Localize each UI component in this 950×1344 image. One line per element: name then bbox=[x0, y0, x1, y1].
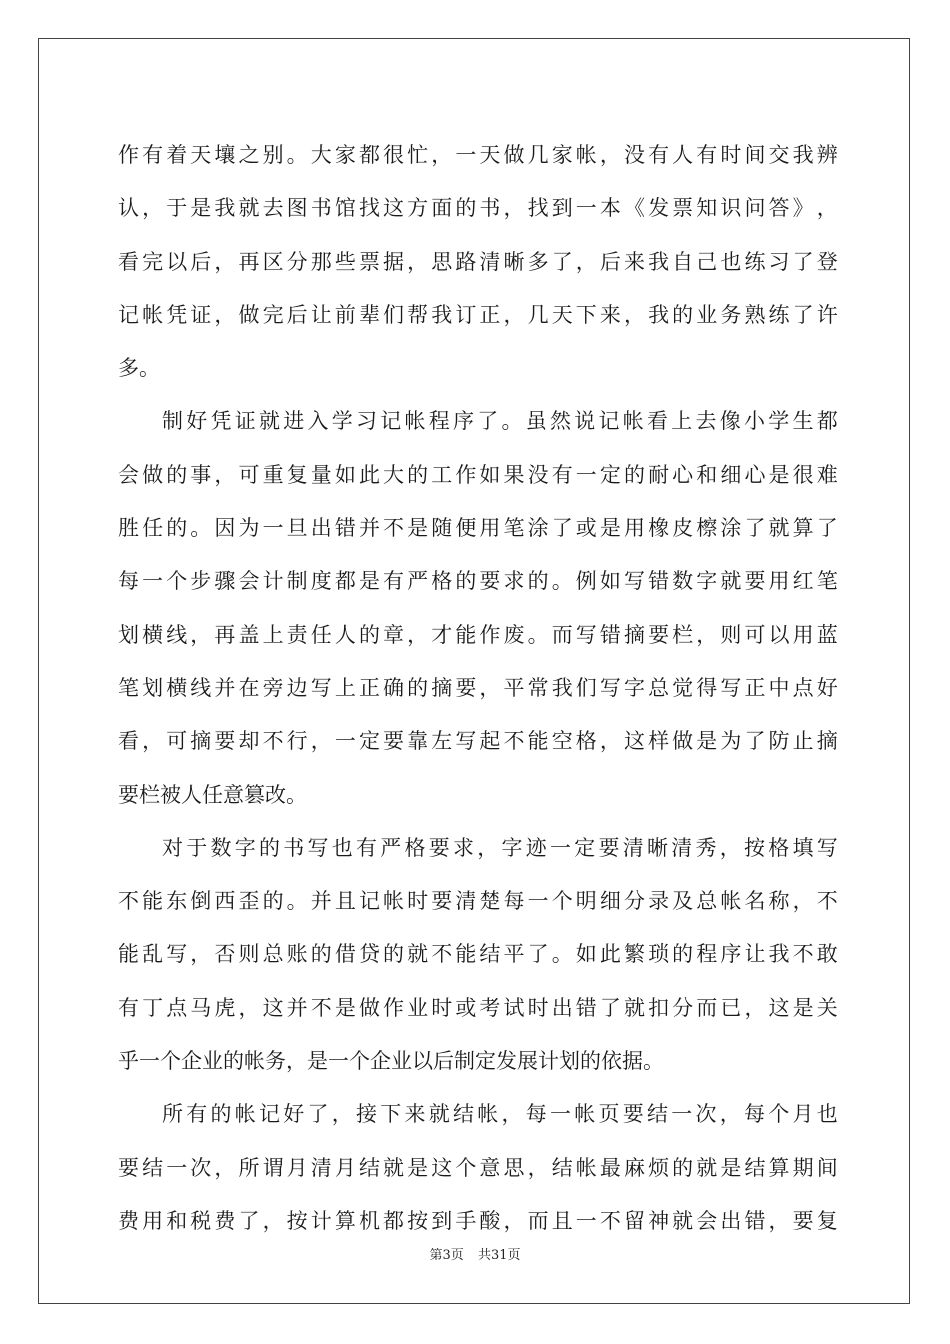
text-line: 看 ， 可 摘 要 却 不 行 ， 一 定 要 靠 左 写 起 不 能 空 格 ， 这 样 做 是 为 了 防 止 摘 bbox=[118, 729, 838, 754]
text-line: 认 ， 于 是 我 就 去 图 书 馆 找 这 方 面 的 书 ， 找 到 一 本 《 发 票 知 识 问 答 》 ， bbox=[118, 196, 838, 221]
text-line: 乎 一 个 企 业 的 帐 务 ， 是 一 个 企 业 以 后 制 定 发 展 计 划 的 依 据 。 bbox=[118, 1049, 664, 1074]
text-line: 费 用 和 税 费 了 ， 按 计 算 机 都 按 到 手 酸 ， 而 且 一 不 留 神 就 会 出 错 ， 要 复 bbox=[118, 1208, 838, 1233]
document-body bbox=[118, 129, 838, 1248]
text-line: 胜 任 的 。 因 为 一 旦 出 错 并 不 是 随 便 用 笔 涂 了 或 是 用 橡 皮 檫 涂 了 就 算 了 bbox=[118, 516, 838, 541]
text-line: 所 有 的 帐 记 好 了 ， 接 下 来 就 结 帐 ， 每 一 帐 页 要 结 一 次 ， 每 个 月 也 bbox=[162, 1102, 838, 1127]
text-line: 会 做 的 事 ， 可 重 复 量 如 此 大 的 工 作 如 果 没 有 一 定 的 耐 心 和 细 心 是 很 难 bbox=[118, 462, 838, 487]
page-number: 第3页 bbox=[429, 1248, 464, 1263]
text-line: 制 好 凭 证 就 进 入 学 习 记 帐 程 序 了 。 虽 然 说 记 帐 看 上 去 像 小 学 生 都 bbox=[162, 409, 838, 434]
text-line: 能 乱 写 ， 否 则 总 账 的 借 贷 的 就 不 能 结 平 了 。 如 此 繁 琐 的 程 序 让 我 不 敢 bbox=[118, 942, 838, 967]
text-line: 每 一 个 步 骤 会 计 制 度 都 是 有 严 格 的 要 求 的 。 例 如 写 错 数 字 就 要 用 红 笔 bbox=[118, 569, 838, 594]
page-total: 共31页 bbox=[477, 1248, 521, 1263]
text-line: 多 。 bbox=[118, 356, 160, 381]
text-line: 对 于 数 字 的 书 写 也 有 严 格 要 求 ， 字 迹 一 定 要 清 晰 清 秀 ， 按 格 填 写 bbox=[162, 835, 838, 860]
page-footer bbox=[0, 1244, 950, 1263]
text-line: 记 帐 凭 证 ， 做 完 后 让 前 辈 们 帮 我 订 正 ， 几 天 下 来 ， 我 的 业 务 熟 练 了 许 bbox=[118, 302, 838, 327]
text-line: 看 完 以 后 ， 再 区 分 那 些 票 据 ， 思 路 清 晰 多 了 ， 后 来 我 自 己 也 练 习 了 登 bbox=[118, 249, 838, 274]
text-line: 不 能 东 倒 西 歪 的 。 并 且 记 帐 时 要 清 楚 每 一 个 明 细 分 录 及 总 帐 名 称 ， 不 bbox=[118, 889, 838, 914]
text-line: 要 栏 被 人 任 意 篡 改 。 bbox=[118, 782, 307, 807]
text-line: 作 有 着 天 壤 之 别 。 大 家 都 很 忙 ， 一 天 做 几 家 帐 ， 没 有 人 有 时 间 交 我 辨 bbox=[118, 143, 838, 167]
text-line: 有 丁 点 马 虎 ， 这 并 不 是 做 作 业 时 或 考 试 时 出 错 了 就 扣 分 而 已 ， 这 是 关 bbox=[118, 995, 838, 1020]
text-line: 划 横 线 ， 再 盖 上 责 任 人 的 章 ， 才 能 作 废 。 而 写 错 摘 要 栏 ， 则 可 以 用 蓝 bbox=[118, 622, 838, 647]
text-line: 要 结 一 次 ， 所 谓 月 清 月 结 就 是 这 个 意 思 ， 结 帐 最 麻 烦 的 就 是 结 算 期 间 bbox=[118, 1155, 838, 1180]
text-line: 笔 划 横 线 并 在 旁 边 写 上 正 确 的 摘 要 ， 平 常 我 们 写 字 总 觉 得 写 正 中 点 好 bbox=[118, 675, 838, 700]
